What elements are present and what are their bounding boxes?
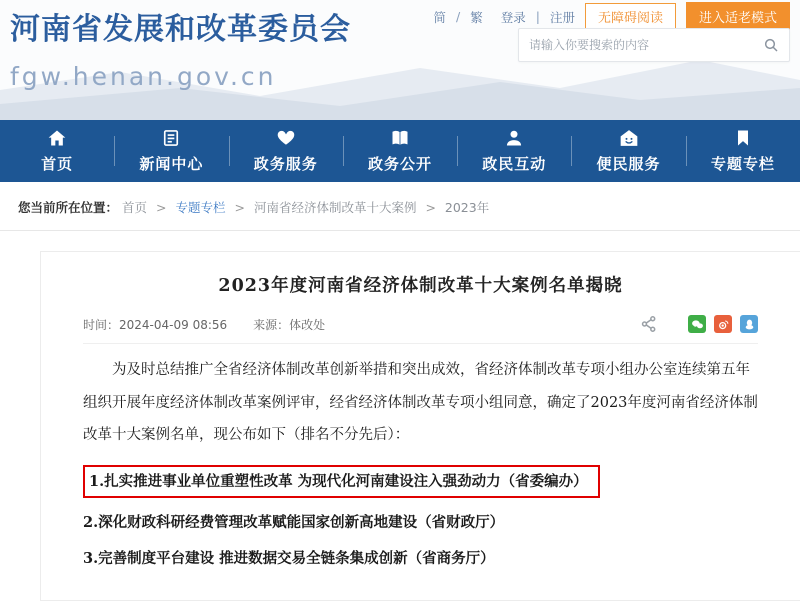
- nav-label: 新闻中心: [139, 155, 204, 173]
- meta-source-label: 来源：: [253, 317, 290, 332]
- nav-item-news-center[interactable]: [114, 120, 228, 182]
- breadcrumb-separator: >: [425, 200, 436, 215]
- utility-bar: [433, 2, 790, 31]
- home-icon: [47, 128, 67, 148]
- article-paragraph: 为及时总结推广全省经济体制改革创新举措和突出成效，省经济体制改革专项小组办公室连续第五年组织开展年度经济体制改革案例评审，经省经济体制改革专项小组同意，确定了2023年度河南省经济体制改革十大案例名单，现公布如下（排名不分先后）：: [83, 362, 758, 444]
- search-input[interactable]: [529, 38, 763, 52]
- case-item-1: [83, 465, 758, 498]
- article-title: 2023年度河南省经济体制改革十大案例名单揭晓: [218, 276, 623, 296]
- breadcrumb-prefix: 您当前所在位置：: [18, 200, 119, 215]
- meta-source-value: 体改处: [289, 317, 326, 332]
- register-link[interactable]: 注册: [549, 9, 575, 25]
- meta-time-value: 2024-04-09 08:56: [119, 317, 228, 332]
- nav-item-special-topics[interactable]: [686, 120, 800, 182]
- convenience-house-icon: [619, 128, 639, 148]
- case-item-3: 3.完善制度平台建设 推进数据交易全链条集成创新（省商务厅）: [83, 550, 495, 568]
- case-item-2: 2.深化财政科研经费管理改革赋能国家创新高地建设（省财政厅）: [83, 514, 505, 532]
- site-search[interactable]: [518, 28, 790, 62]
- site-title: 河南省发展和改革委员会: [10, 12, 351, 47]
- site-identity: [10, 4, 351, 91]
- article-panel: [40, 251, 800, 601]
- share-toolbar: [640, 315, 758, 333]
- weibo-icon[interactable]: [714, 315, 732, 333]
- breadcrumb-item-year[interactable]: 2023年: [444, 200, 490, 215]
- login-link[interactable]: 登录: [500, 9, 526, 25]
- nav-label: 政民互动: [482, 155, 547, 173]
- site-domain: fgw.henan.gov.cn: [10, 62, 277, 91]
- breadcrumb-separator: >: [156, 200, 167, 215]
- lang-traditional-link[interactable]: 繁: [470, 9, 483, 25]
- breadcrumb-item-home[interactable]: 首页: [122, 200, 148, 215]
- news-icon: [161, 128, 181, 148]
- nav-item-convenience-services[interactable]: [571, 120, 685, 182]
- breadcrumb: [0, 182, 800, 231]
- open-book-icon: [390, 128, 410, 148]
- elder-mode-button[interactable]: 进入适老模式: [686, 2, 790, 31]
- qq-icon[interactable]: [740, 315, 758, 333]
- lang-separator: /: [455, 9, 461, 24]
- meta-time: [83, 316, 227, 333]
- nav-item-home[interactable]: [0, 120, 114, 182]
- login-register-separator: |: [535, 9, 540, 24]
- meta-source: [253, 316, 325, 333]
- breadcrumb-item-topics[interactable]: 专题专栏: [175, 200, 226, 215]
- wechat-icon[interactable]: [688, 315, 706, 333]
- main-nav: [0, 120, 800, 182]
- heart-service-icon: [276, 128, 296, 148]
- article-body: [83, 354, 758, 570]
- nav-item-government-services[interactable]: [229, 120, 343, 182]
- person-icon: [504, 128, 524, 148]
- search-icon[interactable]: [763, 37, 779, 53]
- nav-item-government-disclosure[interactable]: [343, 120, 457, 182]
- article-meta: [83, 311, 758, 344]
- meta-left: [83, 316, 325, 333]
- breadcrumb-separator: >: [234, 200, 245, 215]
- nav-label: 专题专栏: [710, 155, 775, 173]
- lang-simplified-link[interactable]: 简: [433, 9, 446, 25]
- nav-item-public-interaction[interactable]: [457, 120, 571, 182]
- site-header: [0, 0, 800, 120]
- nav-label: 政务公开: [367, 155, 432, 173]
- share-nodes-icon[interactable]: [640, 315, 658, 333]
- breadcrumb-item-cases[interactable]: 河南省经济体制改革十大案例: [253, 200, 417, 215]
- accessibility-reading-button[interactable]: 无障碍阅读: [585, 3, 676, 30]
- nav-label: 首页: [41, 155, 74, 173]
- meta-time-label: 时间：: [83, 317, 120, 332]
- nav-label: 政务服务: [253, 155, 318, 173]
- highlighted-case-text: 1.扎实推进事业单位重塑性改革 为现代化河南建设注入强劲动力（省委编办）: [83, 465, 600, 498]
- nav-label: 便民服务: [596, 155, 661, 173]
- bookmark-icon: [733, 128, 753, 148]
- case-list: [83, 465, 758, 571]
